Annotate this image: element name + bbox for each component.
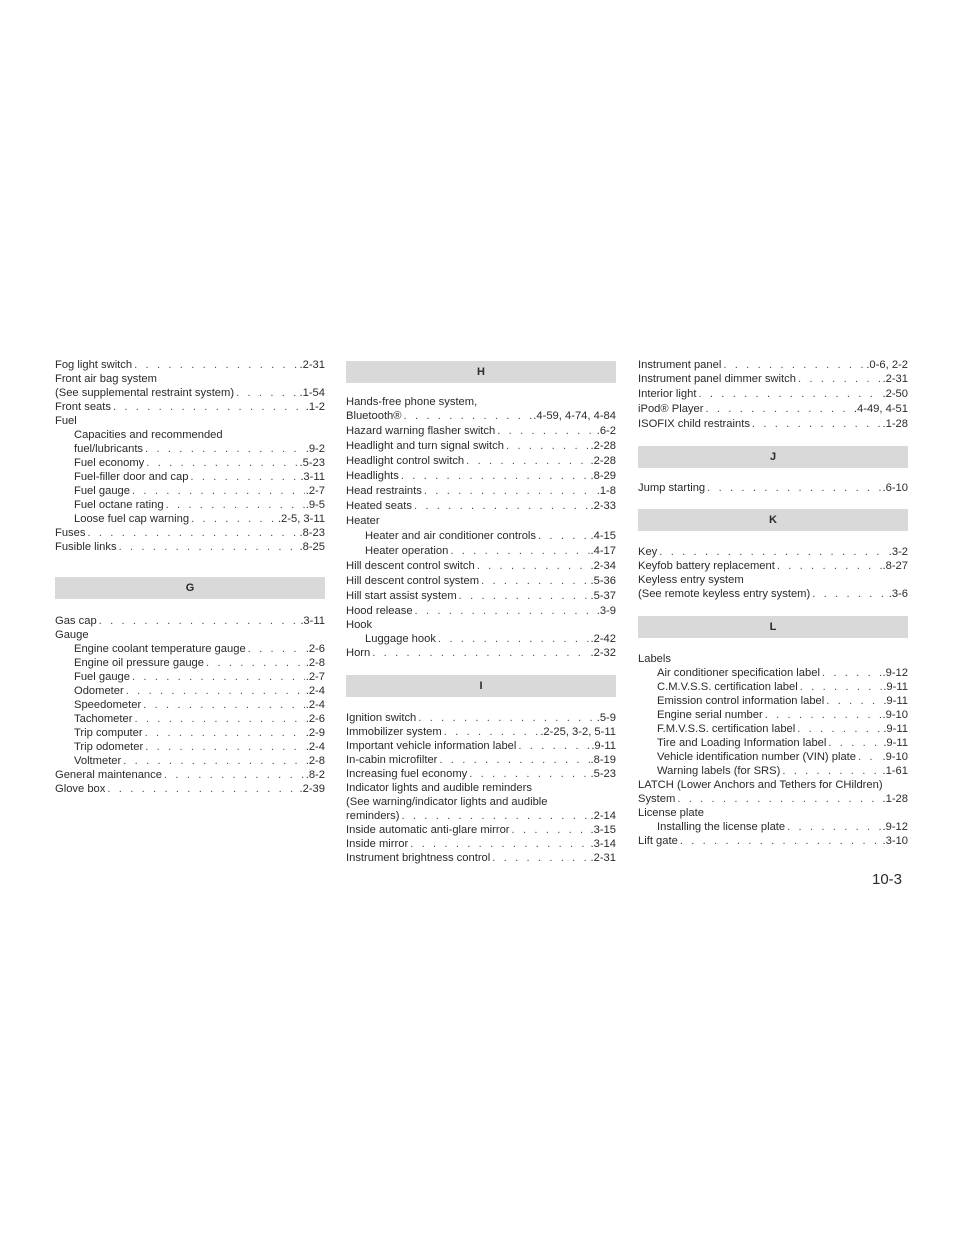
index-entry: Jump starting . . . .6-10	[638, 481, 908, 495]
index-subentry: F.M.V.S.S. certification label . . . .9-11	[638, 722, 908, 736]
index-entry-label: Indicator lights and audible reminders	[346, 782, 532, 794]
index-entry: Bluetooth® . . . .4-59, 4-74, 4-84	[346, 409, 616, 423]
index-entry-label: Heater	[346, 515, 380, 527]
index-entry-label: Keyless entry system	[638, 574, 744, 586]
index-entry: Interior light . . . .2-50	[638, 387, 908, 401]
index-entry: Instrument panel dimmer switch . . . .2-31	[638, 372, 908, 386]
index-entry: Hill descent control system . . . .5-36	[346, 574, 616, 588]
index-subentry: Trip computer . . . .2-9	[55, 726, 325, 740]
index-subentry: Luggage hook . . . .2-42	[346, 632, 616, 646]
index-entry: (See supplemental restraint system) . . . .1-54	[55, 386, 325, 400]
section-header-j: J	[638, 446, 908, 468]
index-entry: In-cabin microfilter . . . .8-19	[346, 753, 616, 767]
index-entry: Hazard warning flasher switch . . . .6-2	[346, 424, 616, 438]
index-subentry: Tachometer . . . .2-6	[55, 712, 325, 726]
index-entry-label: Hands-free phone system,	[346, 396, 478, 408]
index-subentry: Engine coolant temperature gauge . . . .2-6	[55, 642, 325, 656]
index-entry: Immobilizer system . . . .2-25, 3-2, 5-11	[346, 725, 616, 739]
index-entry-label: Labels	[638, 653, 671, 665]
index-column-3	[638, 358, 908, 848]
index-entry: Front seats . . . .1-2	[55, 400, 325, 414]
index-entry: Horn . . . .2-32	[346, 646, 616, 660]
index-entry: Hill descent control switch . . . .2-34	[346, 559, 616, 573]
index-column-1	[55, 358, 325, 796]
index-subentry: Air conditioner specification label . . . .9-12	[638, 666, 908, 680]
index-subentry: fuel/lubricants . . . .9-2	[55, 442, 325, 456]
page-number: 10-3	[872, 871, 903, 888]
index-entry: Fusible links . . . .8-25	[55, 540, 325, 554]
index-subentry: Odometer . . . .2-4	[55, 684, 325, 698]
index-entry: Inside automatic anti-glare mirror . . . .3-15	[346, 823, 616, 837]
index-entry-label: Hook	[346, 619, 373, 631]
index-column-2	[346, 358, 616, 865]
index-entry-label: Fuel	[55, 415, 77, 427]
index-subentry: Loose fuel cap warning . . . .2-5, 3-11	[55, 512, 325, 526]
index-subentry: Tire and Loading Information label . . . .9-11	[638, 736, 908, 750]
index-subentry: C.M.V.S.S. certification label . . . .9-11	[638, 680, 908, 694]
index-subentry: Engine serial number . . . .9-10	[638, 708, 908, 722]
section-header-g: G	[55, 577, 325, 599]
index-entry: ISOFIX child restraints . . . .1-28	[638, 417, 908, 431]
index-entry: reminders) . . . .2-14	[346, 809, 616, 823]
index-entry: Glove box . . . .2-39	[55, 782, 325, 796]
section-header-h: H	[346, 361, 616, 383]
index-entry-label: (See warning/indicator lights and audible	[346, 796, 548, 808]
index-subentry: Trip odometer . . . .2-4	[55, 740, 325, 754]
index-entry: Keyfob battery replacement . . . .8-27	[638, 559, 908, 573]
index-subentry: Installing the license plate . . . .9-12	[638, 820, 908, 834]
index-entry-label: Gauge	[55, 629, 89, 641]
index-subentry: Heater operation . . . .4-17	[346, 544, 616, 558]
index-entry-label: LATCH (Lower Anchors and Tethers for CHildren)	[638, 779, 883, 791]
index-entry: Headlights . . . .8-29	[346, 469, 616, 483]
index-entry-label: License plate	[638, 807, 704, 819]
index-entry: Fog light switch . . . .2-31	[55, 358, 325, 372]
index-subentry: Fuel gauge . . . .2-7	[55, 484, 325, 498]
index-entry: Hood release . . . .3-9	[346, 604, 616, 618]
index-entry: Heated seats . . . .2-33	[346, 499, 616, 513]
index-entry: Hill start assist system . . . .5-37	[346, 589, 616, 603]
index-entry: Inside mirror . . . .3-14	[346, 837, 616, 851]
index-entry: Headlight and turn signal switch . . . .2-28	[346, 439, 616, 453]
index-subentry: Fuel octane rating . . . .9-5	[55, 498, 325, 512]
index-entry: Head restraints . . . .1-8	[346, 484, 616, 498]
section-header-i: I	[346, 675, 616, 697]
index-subentry: Heater and air conditioner controls . . . .4-15	[346, 529, 616, 543]
index-entry: Gas cap . . . .3-11	[55, 614, 325, 628]
index-subentry: Fuel gauge . . . .2-7	[55, 670, 325, 684]
index-subentry: Vehicle identification number (VIN) plate . . . .9-10	[638, 750, 908, 764]
index-subentry: Voltmeter . . . .2-8	[55, 754, 325, 768]
index-entry-label: Front air bag system	[55, 373, 157, 385]
index-subentry-label: Capacities and recommended	[74, 429, 223, 441]
index-entry: Ignition switch . . . .5-9	[346, 711, 616, 725]
index-subentry: Fuel economy . . . .5-23	[55, 456, 325, 470]
index-subentry: Emission control information label . . . .9-11	[638, 694, 908, 708]
index-entry: iPod® Player . . . .4-49, 4-51	[638, 402, 908, 416]
index-entry: Headlight control switch . . . .2-28	[346, 454, 616, 468]
index-subentry: Engine oil pressure gauge . . . .2-8	[55, 656, 325, 670]
index-entry: Important vehicle information label . . . .9-11	[346, 739, 616, 753]
index-subentry: Fuel-filler door and cap . . . .3-11	[55, 470, 325, 484]
index-subentry: Speedometer . . . .2-4	[55, 698, 325, 712]
index-entry: Instrument panel . . . .0-6, 2-2	[638, 358, 908, 372]
section-header-k: K	[638, 509, 908, 531]
index-entry: General maintenance . . . .8-2	[55, 768, 325, 782]
index-entry: Increasing fuel economy . . . .5-23	[346, 767, 616, 781]
index-entry: Fuses . . . .8-23	[55, 526, 325, 540]
index-subentry: Warning labels (for SRS) . . . .1-61	[638, 764, 908, 778]
index-entry: (See remote keyless entry system) . . . .3-6	[638, 587, 908, 601]
index-entry: Instrument brightness control . . . .2-31	[346, 851, 616, 865]
section-header-l: L	[638, 616, 908, 638]
index-entry: Key . . . .3-2	[638, 545, 908, 559]
index-entry: Lift gate . . . .3-10	[638, 834, 908, 848]
index-entry: System . . . .1-28	[638, 792, 908, 806]
